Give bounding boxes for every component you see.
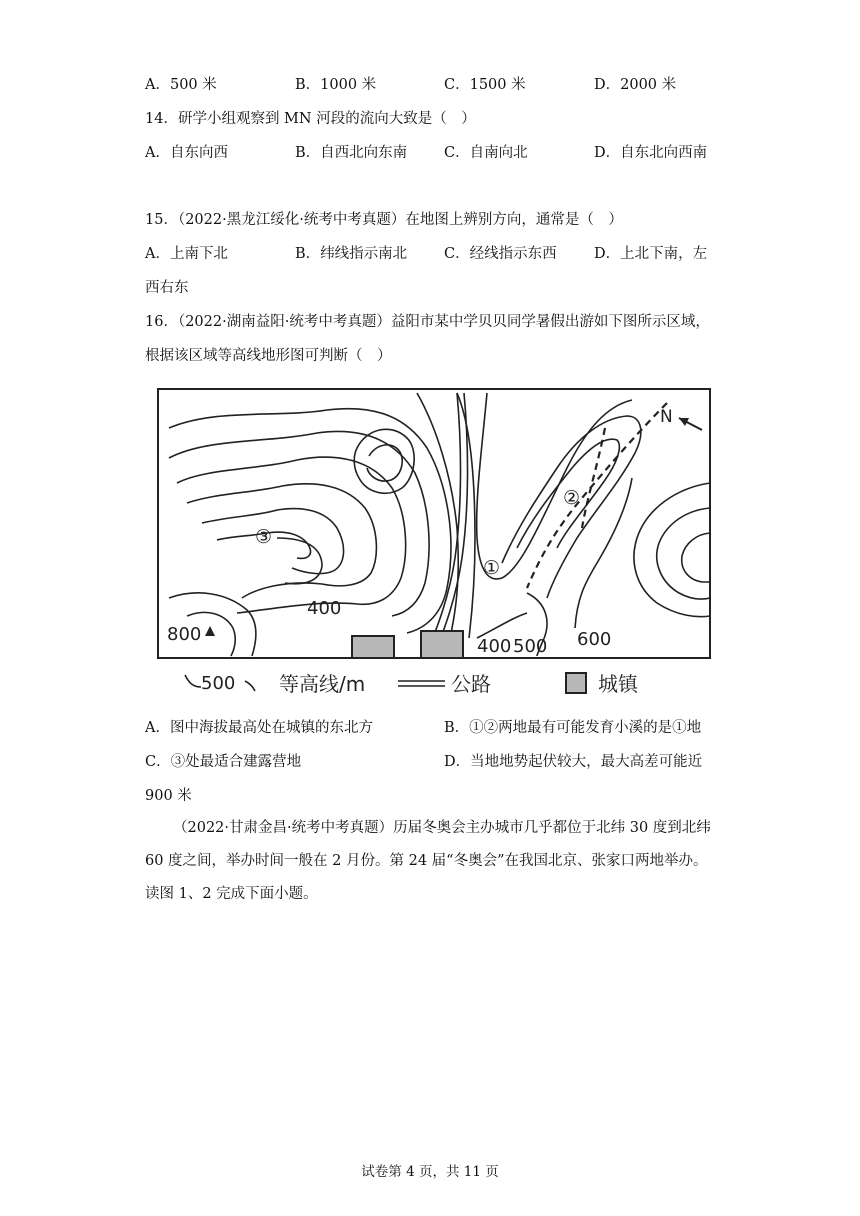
q15-option-c: C．经线指示东西 — [444, 246, 557, 262]
q16-option-d: D．当地地势起伏较大，最大高差可能近 — [444, 754, 703, 770]
q15-option-a: A．上南下北 — [145, 246, 228, 262]
legend-contour-value: 500 — [201, 673, 236, 694]
elev-label-500: 500 — [513, 636, 548, 657]
north-label: N — [660, 407, 673, 427]
q15-option-d-cont: 西右东 — [145, 280, 189, 296]
q15-stem: 15．（2022·黑龙江绥化·统考中考真题）在地图上辨别方向，通常是（ ） — [145, 212, 623, 228]
point-2: ② — [563, 487, 581, 509]
q14-option-d: D．自东北向西南 — [594, 145, 708, 161]
town-marker — [352, 636, 394, 658]
passage-text: （2022·甘肃金昌·统考中考真题）历届冬奥会主办城市几乎都位于北纬 30 度到北纬 60 度之间，举办时间一般在 2 月份。第 24 届“冬奥会”在我国北京、张家口两地举办。读图 1、2 完成下面小题。 — [145, 820, 711, 902]
legend-contour-text: 等高线/m — [279, 672, 366, 696]
point-3: ③ — [255, 526, 273, 548]
q16-option-c: C．③处最适合建露营地 — [145, 754, 302, 770]
q13-option-c: C．1500 米 — [444, 77, 526, 93]
q14-option-c: C．自南向北 — [444, 145, 528, 161]
q14-stem: 14．研学小组观察到 MN 河段的流向大致是（ ） — [145, 111, 476, 127]
q15-option-d: D．上北下南，左 — [594, 246, 708, 262]
elev-label-600: 600 — [577, 629, 612, 650]
town-marker — [421, 631, 463, 658]
contour-map — [157, 388, 711, 659]
q16-stem-line2: 根据该区域等高线地形图可判断（ ） — [145, 348, 392, 364]
q14-option-a: A．自东向西 — [145, 145, 228, 161]
q13-option-d: D．2000 米 — [594, 77, 677, 93]
elev-label-400a: 400 — [307, 598, 342, 619]
q16-stem-line1: 16．（2022·湖南益阳·统考中考真题）益阳市某中学贝贝同学暑假出游如下图所示区域， — [145, 314, 710, 330]
elev-label-800: 800 — [167, 624, 202, 645]
q16-option-a: A．图中海拔最高处在城镇的东北方 — [145, 720, 373, 736]
legend-road-text: 公路 — [451, 672, 491, 696]
q13-option-b: B．1000 米 — [295, 77, 377, 93]
q13-option-a: A．500 米 — [145, 77, 217, 93]
legend-town-text: 城镇 — [598, 672, 638, 696]
elev-label-400b: 400 — [477, 636, 512, 657]
point-1: ① — [483, 557, 501, 579]
page-footer: 试卷第 4 页，共 11 页 — [361, 1164, 499, 1180]
q15-option-b: B．纬线指示南北 — [295, 246, 408, 262]
q14-option-b: B．自西北向东南 — [295, 145, 408, 161]
map-legend — [183, 665, 703, 701]
q16-option-d-cont: 900 米 — [145, 788, 192, 804]
q16-option-b: B．①②两地最有可能发育小溪的是①地 — [444, 720, 702, 736]
